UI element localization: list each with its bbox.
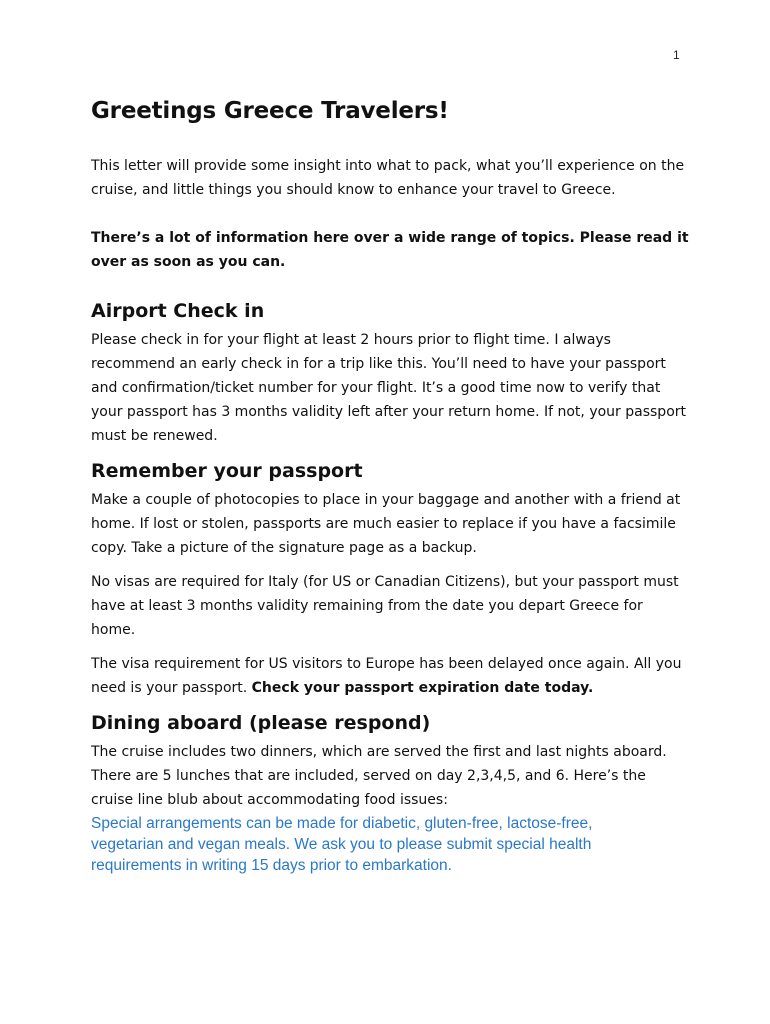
airport-paragraph: Please check in for your flight at least 2 hours prior to flight time. I always recommend an early check in for a trip like this. You’ll need to have your passport and confirmation/ticket number for your flight. It’s a good time now to verify that your passport has 3 months validity left after your return home. If not, your passport must be renewed. xyxy=(91,332,686,444)
passport-paragraph-3-text: The visa requirement for US visitors to Europe has been delayed once again. All you need is your passport. xyxy=(91,656,682,696)
dining-quote: Special arrangements can be made for diabetic, gluten-free, lactose-free, vegetarian and vegan meals. We ask you to please submit special health requirements in writing 15 days prior to embarkation. xyxy=(91,815,593,874)
intro-paragraph: This letter will provide some insight into what to pack, what you’ll experience on the cruise, and little things you should know to enhance your travel to Greece. xyxy=(91,158,685,198)
airport-heading: Airport Check in xyxy=(91,300,265,322)
passport-expiration-warning: Check your passport expiration date today. xyxy=(251,680,594,696)
passport-paragraph-1: Make a couple of photocopies to place in your baggage and another with a friend at home. If lost or stolen, passports are much easier to replace if you have a facsimile copy. Take a picture of the signature page as a backup. xyxy=(91,492,681,556)
intro-bold-paragraph: There’s a lot of information here over a wide range of topics. Please read it over as soon as you can. xyxy=(91,230,689,270)
dining-heading: Dining aboard (please respond) xyxy=(91,712,431,734)
passport-paragraph-3 xyxy=(91,652,691,700)
page-number: 1 xyxy=(673,48,680,62)
passport-paragraph-2: No visas are required for Italy (for US or Canadian Citizens), but your passport must have at least 3 months validity remaining from the date you depart Greece for home. xyxy=(91,574,679,638)
page-title: Greetings Greece Travelers! xyxy=(91,98,449,124)
passport-heading: Remember your passport xyxy=(91,460,363,482)
dining-paragraph: The cruise includes two dinners, which are served the first and last nights aboard. There are 5 lunches that are included, served on day 2,3,4,5, and 6. Here’s the cruise line blub about accommodating food issues: xyxy=(91,744,667,808)
